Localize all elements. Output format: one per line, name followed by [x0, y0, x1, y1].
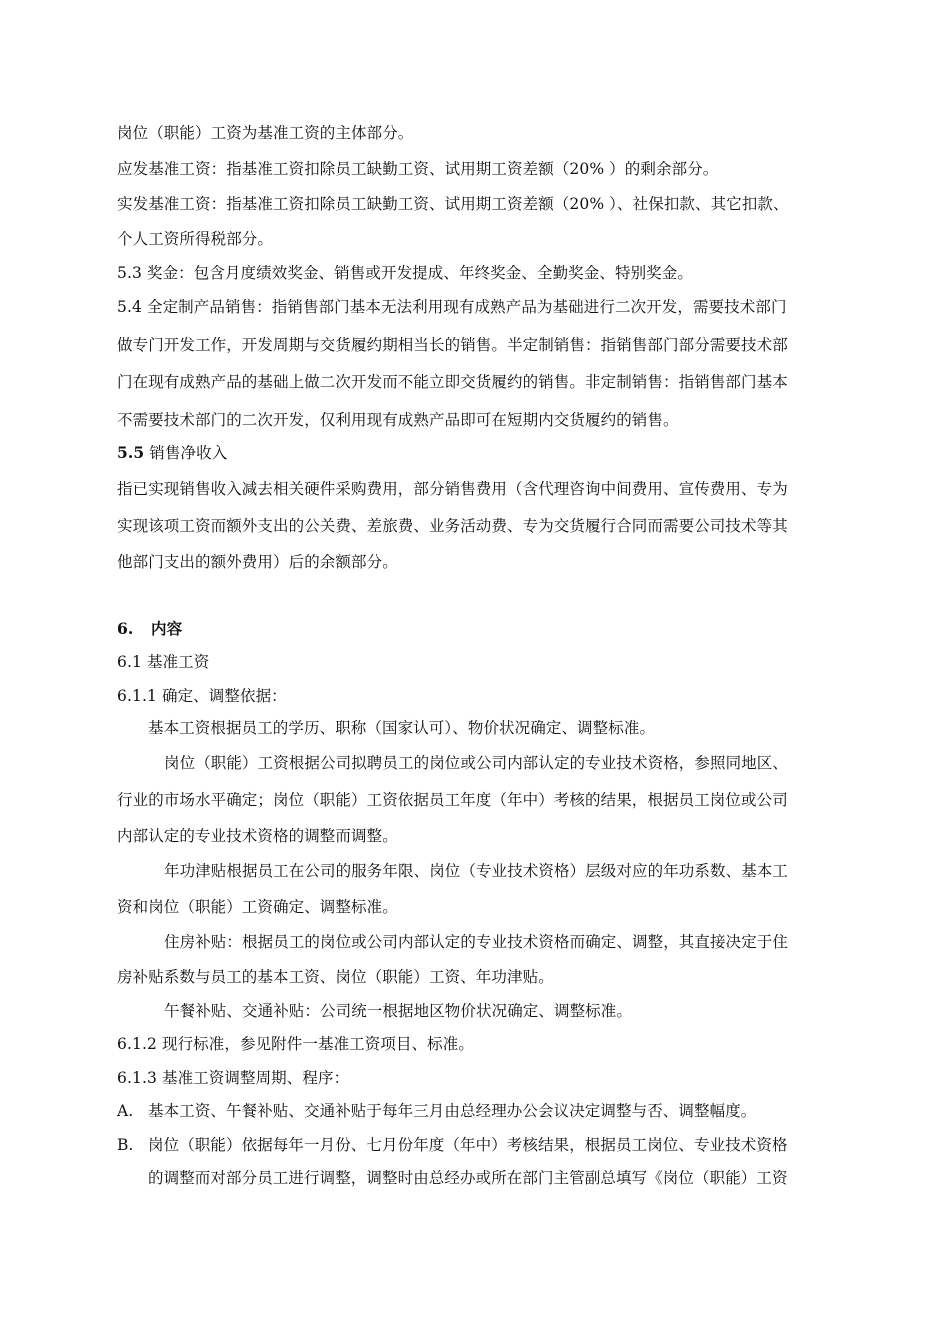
paragraph-line: 岗位（职能）工资根据公司拟聘员工的岗位或公司内部认定的专业技术资格，参照同地区、 — [164, 754, 789, 772]
section-5-4-line: 门在现有成熟产品的基础上做二次开发而不能立即交货履约的销售。非定制销售：指销售部门基本 — [117, 373, 788, 391]
section-6-1: 6.1 基准工资 — [117, 653, 210, 671]
section-title: 内容 — [151, 619, 183, 638]
paragraph-line: 房补贴系数与员工的基本工资、岗位（职能）工资、年功津贴。 — [117, 968, 554, 986]
paragraph-line: 行业的市场水平确定；岗位（职能）工资依据员工年度（年中）考核的结果，根据员工岗位或公司 — [117, 791, 788, 809]
section-5-4-line: 不需要技术部门的二次开发，仅利用现有成熟产品即可在短期内交货履约的销售。 — [117, 411, 679, 429]
paragraph-line: 年功津贴根据员工在公司的服务年限、岗位（专业技术资格）层级对应的年功系数、基本工 — [164, 862, 789, 880]
section-title: 销售净收入 — [144, 444, 228, 462]
section-6-1-3: 6.1.3 基准工资调整周期、程序： — [117, 1069, 350, 1087]
section-6-1-1: 6.1.1 确定、调整依据： — [117, 687, 287, 705]
section-6-heading — [117, 619, 837, 639]
list-marker: B. — [117, 1136, 134, 1154]
section-5-5-line: 指已实现销售收入减去相关硬件采购费用，部分销售费用（含代理咨询中间费用、宣传费用、专为 — [117, 480, 788, 498]
section-number: 5.5 — [117, 443, 145, 462]
paragraph-line: 个人工资所得税部分。 — [117, 230, 274, 248]
section-5-5-heading — [117, 443, 837, 463]
paragraph-line: 应发基准工资：指基准工资扣除员工缺勤工资、试用期工资差额（20% ）的剩余部分。 — [117, 160, 719, 178]
section-5-3: 5.3 奖金：包含月度绩效奖金、销售或开发提成、年终奖金、全勤奖金、特别奖金。 — [117, 264, 693, 282]
paragraph-line: 午餐补贴、交通补贴：公司统一根据地区物价状况确定、调整标准。 — [164, 1002, 633, 1020]
section-6-1-2: 6.1.2 现行标准，参见附件一基准工资项目、标准。 — [117, 1035, 474, 1053]
list-item: 的调整而对部分员工进行调整，调整时由总经办或所在部门主管副总填写《岗位（职能）工资 — [148, 1169, 788, 1187]
paragraph-line: 内部认定的专业技术资格的调整而调整。 — [117, 827, 398, 845]
paragraph-line: 实发基准工资：指基准工资扣除员工缺勤工资、试用期工资差额（20% ）、社保扣款、其它扣款、 — [117, 195, 789, 213]
section-5-4-line: 做专门开发工作，开发周期与交货履约期相当长的销售。半定制销售：指销售部门部分需要技术部 — [117, 336, 788, 354]
section-5-4-line: 5.4 全定制产品销售：指销售部门基本无法利用现有成熟产品为基础进行二次开发，需要技术部门 — [117, 298, 787, 316]
paragraph-line: 资和岗位（职能）工资确定、调整标准。 — [117, 898, 398, 916]
paragraph-line: 基本工资根据员工的学历、职称（国家认可）、物价状况确定、调整标准。 — [148, 719, 656, 737]
section-number: 6. — [117, 619, 134, 638]
list-marker: A. — [117, 1102, 134, 1120]
list-item: 岗位（职能）依据每年一月份、七月份年度（年中）考核结果，根据员工岗位、专业技术资格 — [148, 1136, 788, 1154]
paragraph-line: 住房补贴：根据员工的岗位或公司内部认定的专业技术资格而确定、调整，其直接决定于住 — [164, 933, 789, 951]
paragraph-line: 岗位（职能）工资为基准工资的主体部分。 — [117, 124, 414, 142]
section-5-5-line: 他部门支出的额外费用）后的余额部分。 — [117, 553, 398, 571]
section-5-5-line: 实现该项工资而额外支出的公关费、差旅费、业务活动费、专为交货履行合同而需要公司技术等其 — [117, 517, 788, 535]
list-item: 基本工资、午餐补贴、交通补贴于每年三月由总经理办公会议决定调整与否、调整幅度。 — [148, 1102, 757, 1120]
